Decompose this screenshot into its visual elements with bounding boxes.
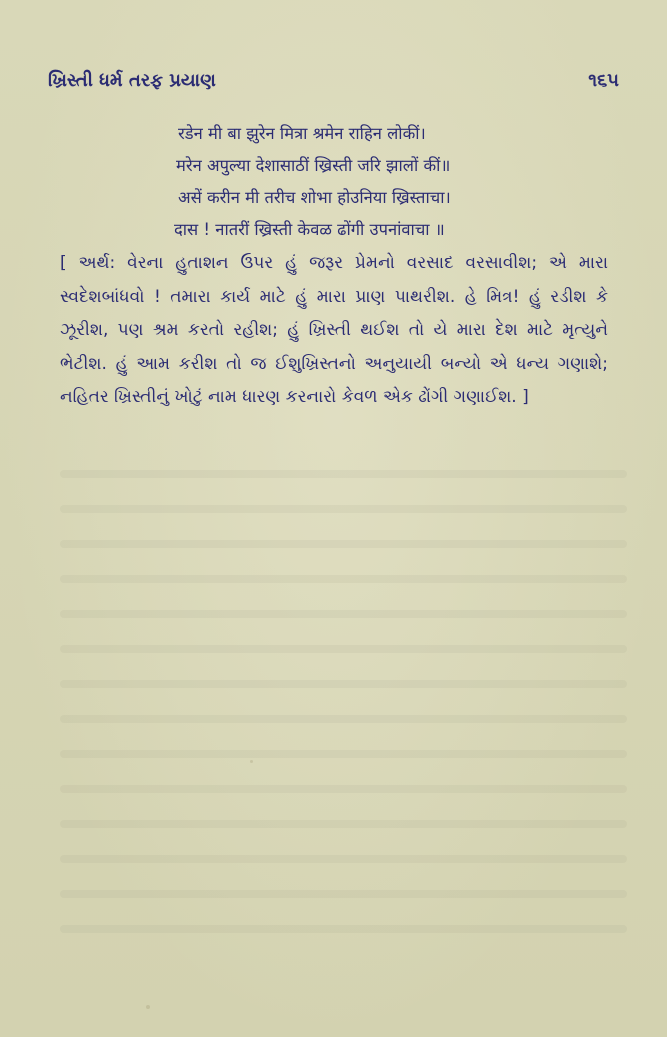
show-through-line: [60, 715, 627, 723]
verse-line: दास ! नातरीं ख्रिस्ती केवळ ढोंगी उपनांवाचा ॥: [174, 220, 445, 239]
show-through-line: [60, 680, 627, 688]
verse-line: मरेन अपुल्या देशासाठीं ख्रिस्ती जरि झालों कीं॥: [176, 156, 451, 175]
show-through-line: [60, 925, 627, 933]
show-through-line: [60, 470, 627, 478]
show-through-line: [60, 820, 627, 828]
show-through-line: [60, 785, 627, 793]
marathi-verse: [174, 118, 618, 246]
show-through-line: [60, 505, 627, 513]
show-through-line: [60, 610, 627, 618]
show-through-line: [60, 575, 627, 583]
chapter-title: ખ્રિસ્તી ધર્મ તરફ પ્રયાણ: [48, 70, 216, 91]
show-through-line: [60, 645, 627, 653]
closing-bracket: ]: [522, 387, 529, 407]
translation-text: અર્થ: વેરના હુતાશન ઉપર હું જરૂર પ્રેમનો વરસાદ વરસાવીશ; એ મારા સ્વદેશબાંધવો ! તમારા કાર્ય માટે હું મારા પ્રાણ પાથરીશ. હે મિત્ર! હું રડીશ કે ઝૂરીશ, પણ શ્રમ કરતો રહીશ; હું ખ્રિસ્તી થઈશ તો યે મારા દેશ માટે મૃત્યુને ભેટીશ. હું આમ કરીશ તો જ ઈશુખ્રિસ્તનો અનુયાયી બન્યો એ ધન્ય ગણાશે; નહિતર ખ્રિસ્તીનું ખોટું નામ ધારણ કરનારો કેવળ એક ઢોંગી ગણાઈશ.: [60, 253, 608, 407]
verse-line: असें करीन मी तरीच शोभा होउनिया ख्रिस्ताचा।: [178, 188, 451, 207]
show-through-line: [60, 750, 627, 758]
show-through-line: [60, 540, 627, 548]
running-header: [48, 70, 619, 100]
show-through-line: [60, 855, 627, 863]
opening-bracket: [: [60, 253, 67, 273]
page-number: ૧૬૫: [588, 70, 619, 91]
show-through-line: [60, 890, 627, 898]
paper-spot: [250, 760, 253, 763]
verse-line: रडेन मी बा झुरेन मित्रा श्रमेन राहिन लोकीं।: [178, 124, 426, 143]
gujarati-translation: [60, 247, 608, 415]
paper-spot: [146, 1005, 150, 1009]
